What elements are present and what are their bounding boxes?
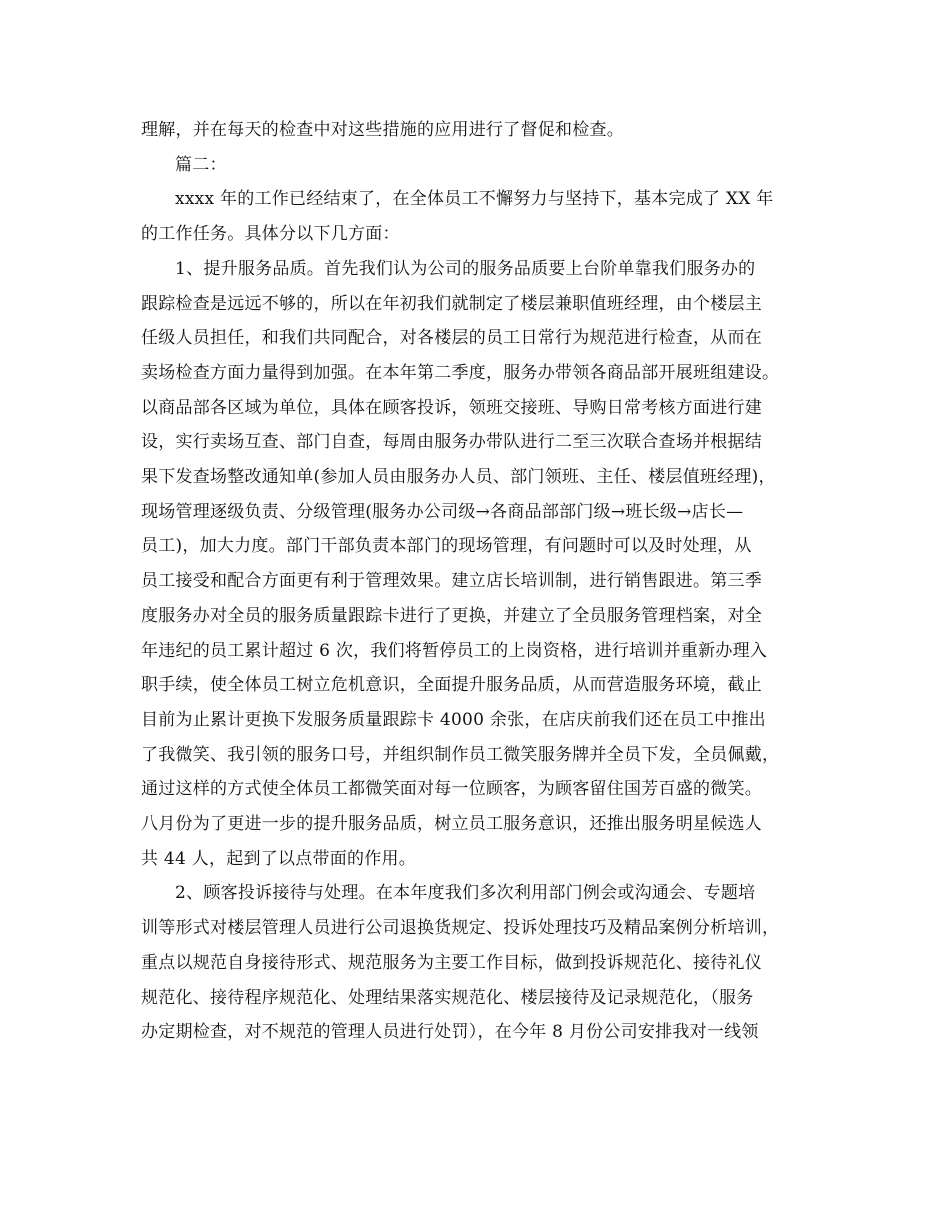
text-line: 了我微笑、我引领的服务口号，并组织制作员工微笑服务牌并全员下发，全员佩戴， — [141, 744, 780, 765]
text-line: 员工)，加大力度。部门干部负责本部门的现场管理，有问题时可以及时处理，从 — [141, 536, 752, 557]
text-line: 重点以规范自身接待形式、规范服务为主要工作目标，做到投诉规范化、接待礼仪 — [141, 952, 762, 973]
text-line: 理解，并在每天的检查中对这些措施的应用进行了督促和检查。 — [141, 120, 624, 140]
text-line: 1、提升服务品质。首先我们认为公司的服务品质要上台阶单靠我们服务办的 — [175, 258, 756, 279]
text-line: 训等形式对楼层管理人员进行公司退换货规定、投诉处理技巧及精品案例分析培训， — [141, 918, 780, 939]
text-line: 以商品部各区域为单位，具体在顾客投诉，领班交接班、导购日常考核方面进行建 — [141, 397, 762, 418]
text-line: 通过这样的方式使全体员工都微笑面对每一位顾客，为顾客留住国芳百盛的微笑。 — [141, 779, 762, 800]
text-line: 任级人员担任，和我们共同配合，对各楼层的员工日常行为规范进行检查，从而在 — [141, 328, 762, 349]
text-line: 员工接受和配合方面更有利于管理效果。建立店长培训制，进行销售跟进。第三季 — [141, 571, 762, 592]
text-line: 共 44 人，起到了以点带面的作用。 — [141, 848, 416, 869]
text-line: 度服务办对全员的服务质量跟踪卡进行了更换，并建立了全员服务管理档案，对全 — [141, 605, 762, 626]
text-line: 的工作任务。具体分以下几方面： — [141, 224, 400, 245]
text-line: 规范化、接待程序规范化、处理结果落实规范化、楼层接待及记录规范化，（服务 — [141, 987, 754, 1008]
text-line: 跟踪检查是远远不够的，所以在年初我们就制定了楼层兼职值班经理，由个楼层主 — [141, 293, 762, 314]
text-line: 现场管理逐级负责、分级管理(服务办公司级→各商品部部门级→班长级→店长— — [141, 501, 744, 522]
text-line: 2、顾客投诉接待与处理。在本年度我们多次利用部门例会或沟通会、专题培 — [175, 883, 756, 904]
text-line: 设，实行卖场互查、部门自查，每周由服务办带队进行二至三次联合查场并根据结 — [141, 432, 762, 453]
text-line: 目前为止累计更换下发服务质量跟踪卡 4000 余张，在店庆前我们还在员工中推出 — [141, 709, 766, 730]
text-line: 办定期检查，对不规范的管理人员进行处罚），在今年 8 月份公司安排我对一线领 — [141, 1022, 759, 1043]
section-heading: 篇二： — [175, 154, 227, 175]
text-line: xxxx 年的工作已经结束了，在全体员工不懈努力与坚持下，基本完成了 XX 年 — [175, 189, 774, 210]
document-body — [141, 113, 817, 1050]
text-line: 卖场检查方面力量得到加强。在本年第二季度，服务办带领各商品部开展班组建设。 — [141, 362, 780, 383]
text-line: 果下发查场整改通知单(参加人员由服务办人员、部门领班、主任、楼层值班经理)， — [141, 467, 776, 488]
text-line: 年违纪的员工累计超过 6 次，我们将暂停员工的上岗资格，进行培训并重新办理入 — [141, 640, 768, 661]
text-line: 职手续，使全体员工树立危机意识，全面提升服务品质，从而营造服务环境，截止 — [141, 675, 762, 696]
text-line: 八月份为了更进一步的提升服务品质，树立员工服务意识，还推出服务明星候选人 — [141, 814, 762, 835]
